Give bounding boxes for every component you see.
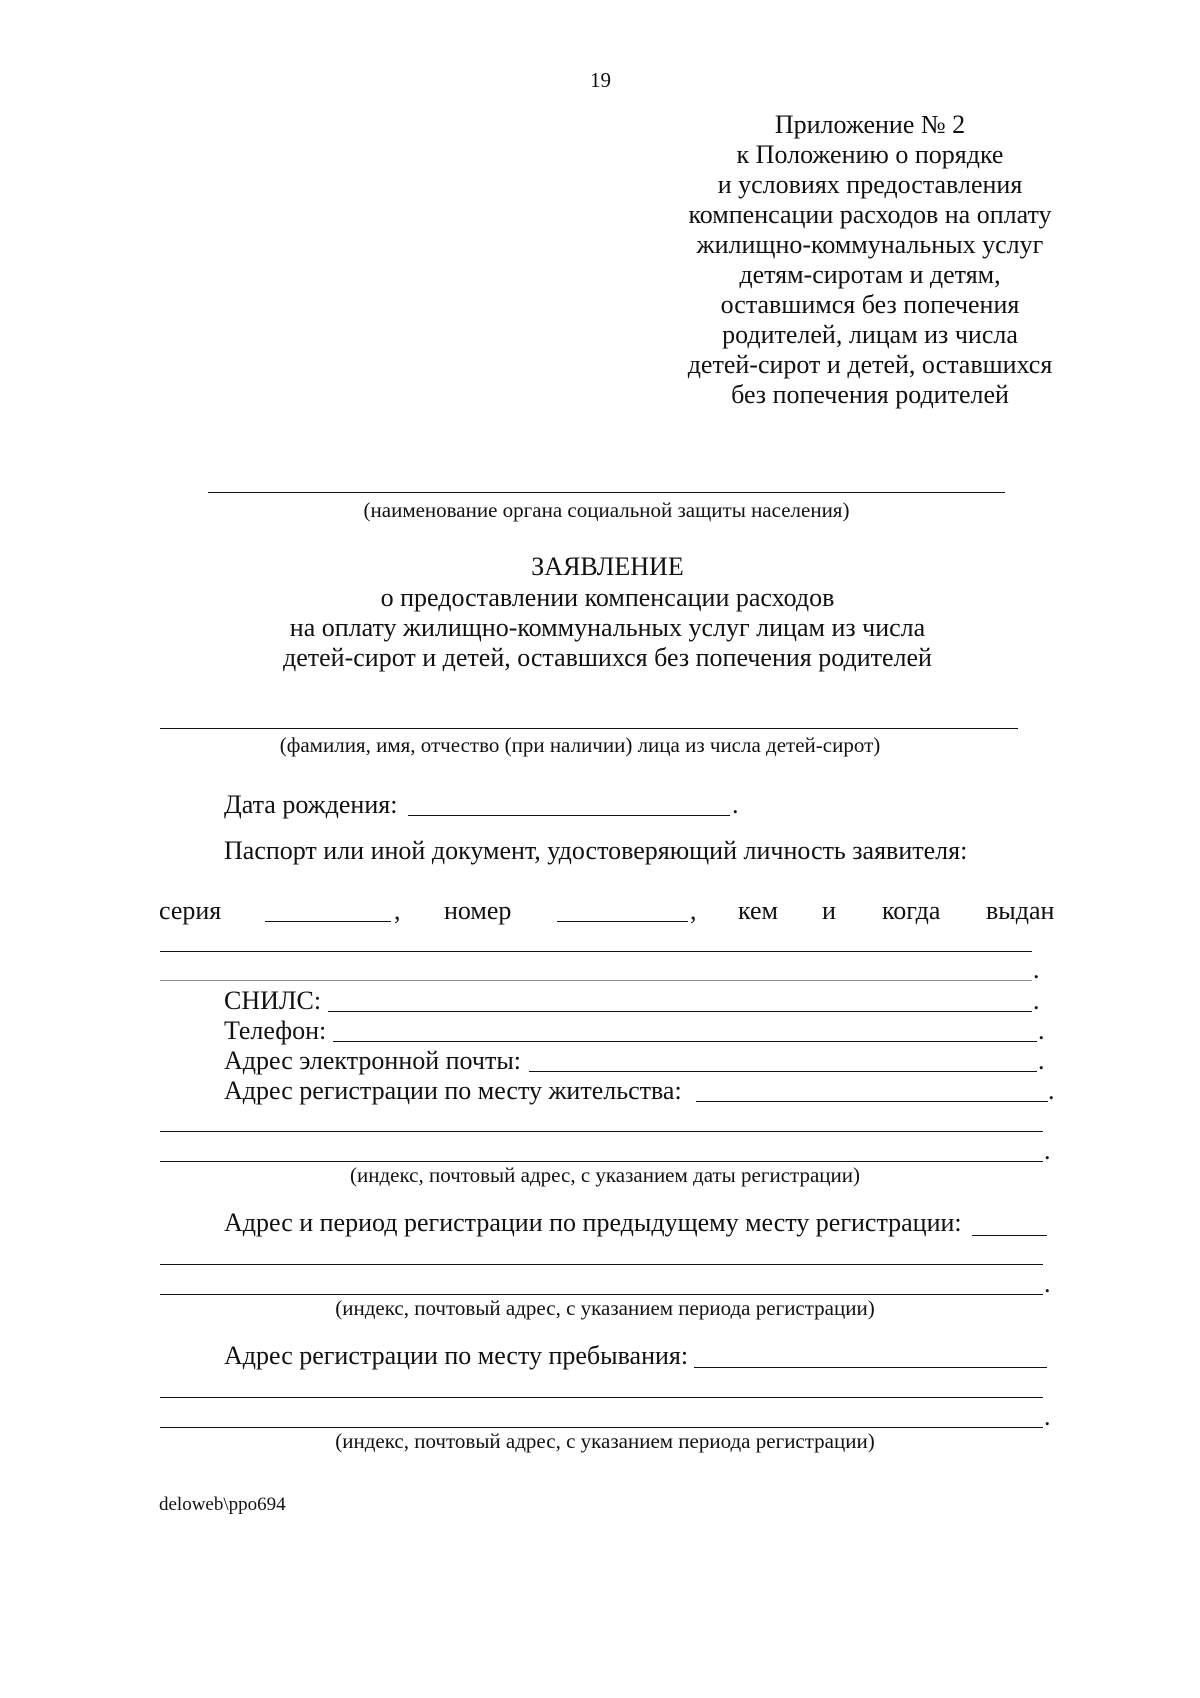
phone-field-line[interactable]	[333, 1041, 1037, 1042]
passport-when-word: когда	[882, 896, 941, 925]
appendix-line: оставшимся без попечения	[720, 290, 1020, 319]
title-line-1: о предоставлении компенсации расходов	[380, 583, 835, 612]
email-label: Адрес электронной почты:	[224, 1046, 522, 1075]
email-period: .	[1038, 1046, 1045, 1075]
residence-period: .	[1048, 1076, 1055, 1105]
previous-registration-label: Адрес и период регистрации по предыдущему месту регистрации:	[224, 1208, 962, 1237]
passport-series-field-line[interactable]	[265, 921, 391, 922]
passport-issued-word: выдан	[986, 896, 1055, 925]
snils-label: СНИЛС:	[224, 986, 322, 1015]
title-line-2: на оплату жилищно-коммунальных услуг лицам из числа	[289, 613, 926, 642]
passport-series-label: серия	[159, 896, 222, 925]
fio-caption: (фамилия, имя, отчество (при наличии) лица из числа детей-сирот)	[279, 733, 881, 757]
previous-registration-extra-line-1[interactable]	[160, 1264, 1043, 1265]
appendix-line: детей-сирот и детей, оставшихся	[687, 350, 1053, 379]
appendix-line: детям-сиротам и детям,	[739, 260, 1001, 289]
appendix-line: Приложение № 2	[774, 110, 966, 139]
passport-number-field-line[interactable]	[557, 921, 688, 922]
footer-code: deloweb\ppo694	[159, 1494, 286, 1515]
stay-registration-caption: (индекс, почтовый адрес, с указанием периода регистрации)	[335, 1429, 875, 1453]
previous-registration-period: .	[1044, 1269, 1051, 1298]
appendix-line: и условиях предоставления	[717, 170, 1023, 199]
stay-registration-extra-line-1[interactable]	[160, 1397, 1043, 1398]
passport-series-comma: ,	[394, 896, 401, 925]
passport-issued-by-word: кем	[738, 896, 778, 925]
residence-extra-line-1[interactable]	[160, 1131, 1043, 1132]
residence-extra-line-2[interactable]	[160, 1161, 1043, 1162]
passport-label: Паспорт или иной документ, удостоверяющий личность заявителя:	[224, 836, 968, 865]
phone-period: .	[1038, 1016, 1045, 1045]
residence-caption: (индекс, почтовый адрес, с указанием даты регистрации)	[350, 1163, 860, 1187]
authority-field-line[interactable]	[208, 492, 1005, 493]
passport-and-word: и	[822, 896, 836, 925]
email-field-line[interactable]	[529, 1071, 1037, 1072]
snils-field-line[interactable]	[328, 1011, 1032, 1012]
residence-label: Адрес регистрации по месту жительства:	[224, 1076, 682, 1105]
title-line-3: детей-сирот и детей, оставшихся без попечения родителей	[283, 643, 932, 672]
residence-field-line[interactable]	[696, 1101, 1048, 1102]
birth-date-period: .	[732, 790, 739, 819]
passport-number-label: номер	[444, 896, 512, 925]
stay-registration-period: .	[1044, 1402, 1051, 1431]
phone-label: Телефон:	[224, 1016, 327, 1045]
appendix-line: к Положению о порядке	[736, 140, 1004, 169]
birth-date-label: Дата рождения:	[224, 790, 398, 819]
previous-registration-field-line[interactable]	[972, 1235, 1047, 1236]
birth-date-field-line[interactable]	[408, 815, 730, 816]
passport-issued-field-line-2[interactable]	[160, 980, 1032, 981]
appendix-line: без попечения родителей	[731, 380, 1009, 409]
page-number: 19	[590, 68, 611, 92]
fio-field-line[interactable]	[160, 728, 1018, 729]
previous-registration-extra-line-2[interactable]	[160, 1294, 1043, 1295]
passport-issued-field-line-1[interactable]	[160, 951, 1032, 952]
passport-number-comma: ,	[690, 896, 697, 925]
snils-period: .	[1033, 986, 1040, 1015]
appendix-line: компенсации расходов на оплату	[688, 200, 1052, 229]
authority-caption: (наименование органа социальной защиты населения)	[363, 498, 850, 522]
previous-registration-caption: (индекс, почтовый адрес, с указанием периода регистрации)	[335, 1296, 875, 1320]
appendix-line: родителей, лицам из числа	[722, 320, 1018, 349]
passport-issued-period: .	[1033, 955, 1040, 984]
stay-registration-extra-line-2[interactable]	[160, 1427, 1043, 1428]
stay-registration-field-line[interactable]	[694, 1367, 1047, 1368]
stay-registration-label: Адрес регистрации по месту пребывания:	[224, 1341, 689, 1370]
document-title: ЗАЯВЛЕНИЕ	[531, 552, 684, 581]
appendix-line: жилищно-коммунальных услуг	[696, 230, 1044, 259]
appendix-block	[670, 110, 1070, 410]
residence-extra-period: .	[1044, 1136, 1051, 1165]
